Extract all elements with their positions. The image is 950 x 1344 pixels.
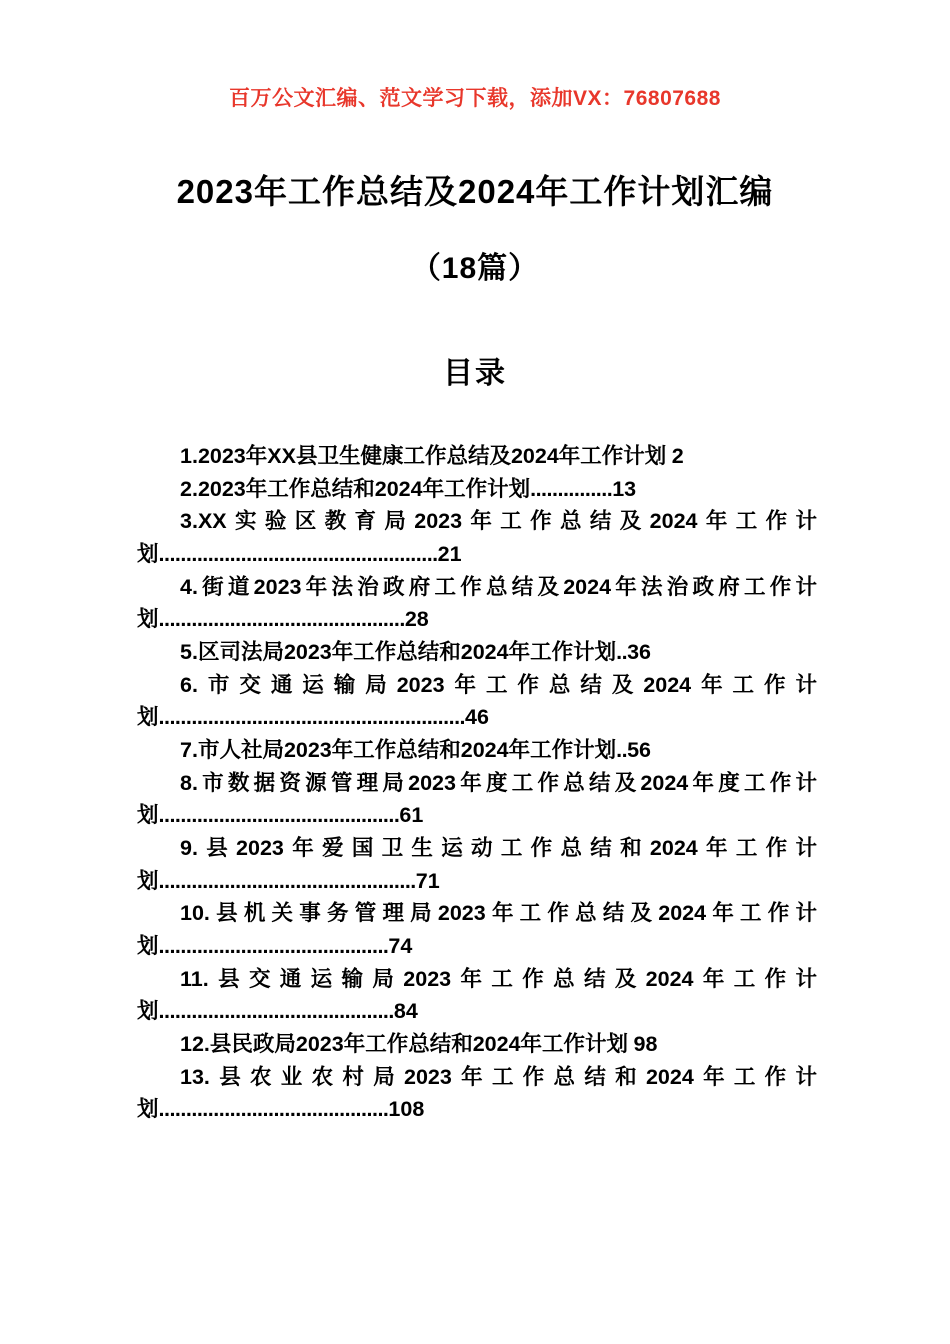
toc-entry-label: 区司法局2023年工作总结和2024年工作计划 <box>197 640 617 665</box>
toc-entry-page: 36 <box>627 640 651 665</box>
toc-entry-index: 7. <box>180 738 198 763</box>
toc-entry-page: 61 <box>399 803 424 828</box>
toc-entry-label: XX实验区教育局2023年工作总结及2024年工作计划 <box>137 509 817 567</box>
toc-entry[interactable] <box>137 636 817 669</box>
toc-entry-page: 21 <box>437 542 462 567</box>
toc-entry-label: 县机关事务管理局2023年工作总结及2024年工作计划 <box>137 901 817 959</box>
toc-entry-leader: .. <box>616 640 628 665</box>
toc-entry-index: 8. <box>180 770 198 795</box>
toc-entry-leader: .......................................... <box>158 1097 389 1122</box>
toc-entry[interactable] <box>137 1028 817 1061</box>
toc-entry-leader: ............................................. <box>158 607 405 632</box>
toc-entry-label: 县民政局2023年工作总结和2024年工作计划 <box>209 1032 629 1057</box>
toc-entry-leader: ........................................................ <box>158 705 466 730</box>
toc-entry-leader: .......................................... <box>158 934 389 959</box>
toc-entry[interactable] <box>137 832 817 897</box>
page-title: 2023年工作总结及2024年工作计划汇编 <box>176 173 774 210</box>
toc-entry-index: 12. <box>180 1032 210 1057</box>
toc-entry-label: 2023年XX县卫生健康工作总结及2024年工作计划 <box>197 444 667 468</box>
toc-entry-page: 28 <box>404 607 429 632</box>
document-subtitle: （18篇） <box>410 252 540 285</box>
toc-entry-page: 108 <box>388 1097 425 1122</box>
toc-entry[interactable] <box>137 505 817 570</box>
toc-entry[interactable] <box>137 669 817 734</box>
toc-entry[interactable] <box>137 767 817 832</box>
toc-entry-label: 市数据资源管理局2023年度工作总结及2024年度工作计划 <box>137 770 817 828</box>
toc-entry-index: 1. <box>180 444 198 468</box>
toc-entry[interactable] <box>137 897 817 962</box>
toc-entry-label: 市人社局2023年工作总结和2024年工作计划 <box>197 738 617 763</box>
watermark-text: 百万公文汇编、范文学习下载，添加VX：76807688 <box>229 87 721 110</box>
toc-entry-page: 74 <box>388 934 413 959</box>
toc-entry-index: 10. <box>180 901 210 926</box>
toc-entry[interactable] <box>137 1061 817 1126</box>
toc-entry-label: 县2023年爱国卫生运动工作总结和2024年工作计划 <box>137 836 817 893</box>
toc-entry-index: 3. <box>180 509 198 534</box>
toc-entry-page: 56 <box>627 738 651 763</box>
toc-entry-index: 9. <box>180 836 198 861</box>
toc-entry-label: 2023年工作总结和2024年工作计划 <box>197 476 531 501</box>
toc-entry-page: 46 <box>465 705 489 730</box>
toc-entry-label: 市交通运输局2023年工作总结及2024年工作计划 <box>137 672 817 730</box>
toc-entry-page: 98 <box>633 1032 658 1057</box>
toc-entry-leader: ........................................... <box>158 999 394 1024</box>
toc-entry-leader: ................................................... <box>158 542 438 567</box>
toc-entry-leader: ............................................ <box>158 803 400 828</box>
toc-entry-index: 13. <box>180 1064 210 1089</box>
toc-entry-page: 84 <box>393 999 418 1024</box>
toc-entry-page: 71 <box>415 868 440 893</box>
toc-entry-leader: ............................................... <box>158 868 416 893</box>
toc-entry-label: 县交通运输局2023年工作总结及2024年工作计划 <box>137 966 817 1024</box>
toc-entry-page: 2 <box>671 444 684 468</box>
toc-entry-page: 13 <box>612 476 637 501</box>
toc-entry[interactable] <box>137 571 817 636</box>
toc-entry[interactable] <box>137 963 817 1028</box>
toc-entry-leader: ............... <box>530 476 613 501</box>
toc-entry-index: 4. <box>180 574 198 599</box>
toc-entry-label: 县农业农村局2023年工作总结和2024年工作计划 <box>137 1064 817 1122</box>
toc-entry-leader: .. <box>616 738 628 763</box>
toc-list <box>137 440 817 1126</box>
toc-entry-index: 11. <box>180 966 209 991</box>
toc-entry-index: 2. <box>180 476 198 501</box>
toc-heading: 目录 <box>443 357 507 390</box>
toc-entry[interactable] <box>137 473 817 506</box>
toc-entry[interactable] <box>137 440 817 473</box>
toc-entry[interactable] <box>137 734 817 767</box>
toc-entry-index: 6. <box>180 672 198 697</box>
toc-entry-label: 街道2023年法治政府工作总结及2024年法治政府工作计划 <box>137 574 817 632</box>
toc-entry-index: 5. <box>180 640 198 665</box>
